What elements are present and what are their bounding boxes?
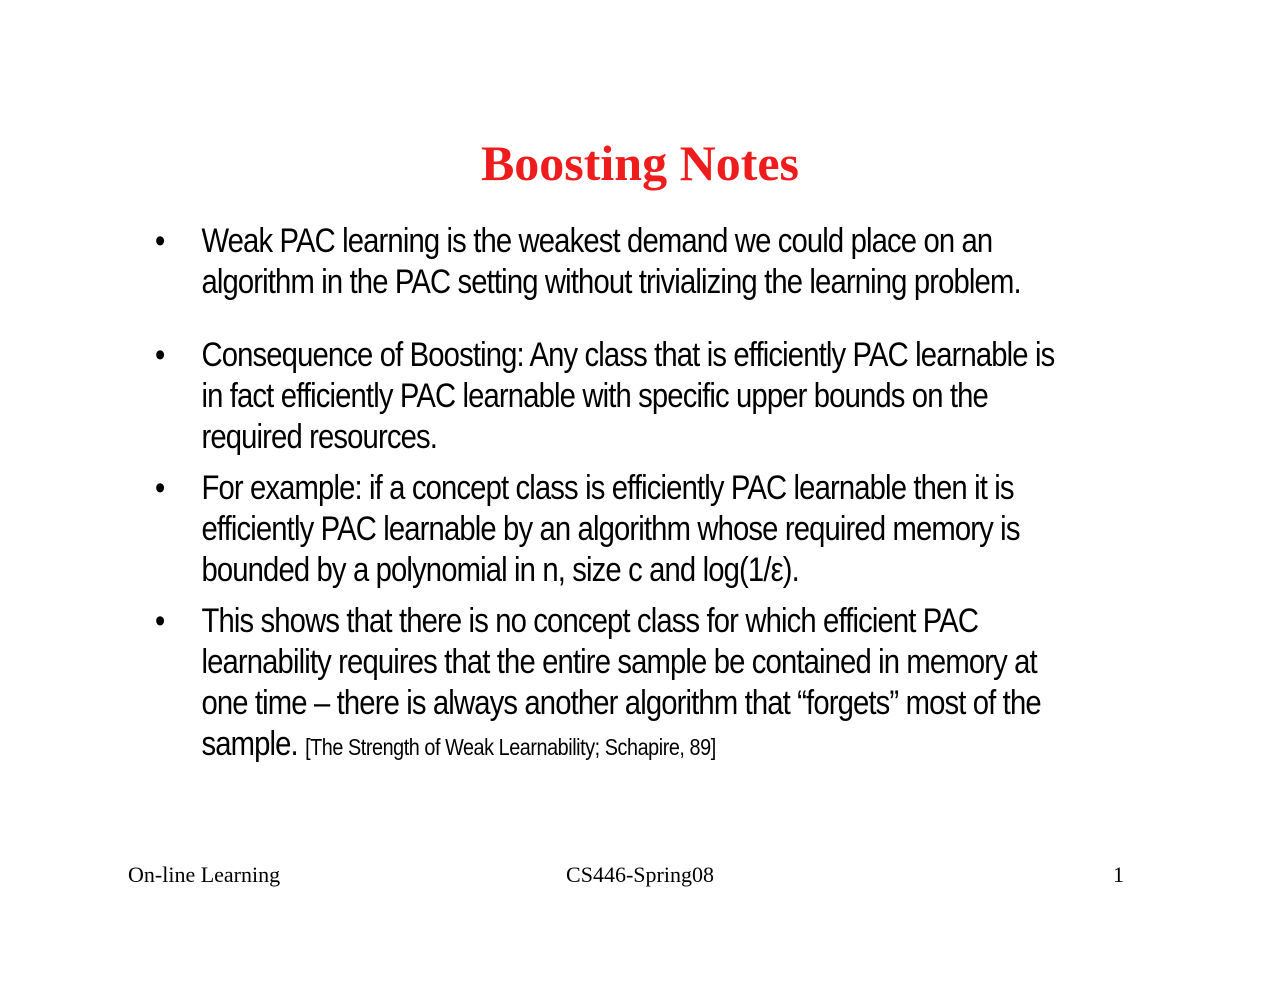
page-number: 1 [1113,862,1124,887]
slide-title: Boosting Notes [480,135,800,191]
bullet-item [155,468,1067,591]
bullet-icon: • [155,602,165,640]
bullet-text: For example: if a concept class is efficiently PAC learnable then it is efficiently PAC learnable by an algorithm whose required memory is bounded by a polynomial in n, size c and log(1/ε). [201,469,1020,589]
bullet-text: This shows that there is no concept class for which efficient PAC learnability requires that the entire sample be contained in memory at one time – there is always another algorithm that “forgets” most of the sample. [201,602,1041,763]
bullet-icon: • [155,222,165,260]
bullet-item [155,601,1067,768]
bullet-icon: • [155,469,165,507]
bullet-text: Consequence of Boosting: Any class that is efficiently PAC learnable is in fact efficiently PAC learnable with specific upper bounds on the required resources. [201,336,1055,456]
footer-course-topic: On-line Learning [128,862,281,887]
bullet-text: Weak PAC learning is the weakest demand we could place on an algorithm in the PAC setting without trivializing the learning problem. [201,222,1021,301]
bullet-icon: • [155,336,165,374]
bullet-item [155,335,1067,458]
citation: [The Strength of Weak Learnability; Schapire, 89] [305,734,716,760]
bullet-list [155,221,1067,768]
footer-course-code: CS446-Spring08 [566,862,714,887]
bullet-item [155,221,1067,303]
